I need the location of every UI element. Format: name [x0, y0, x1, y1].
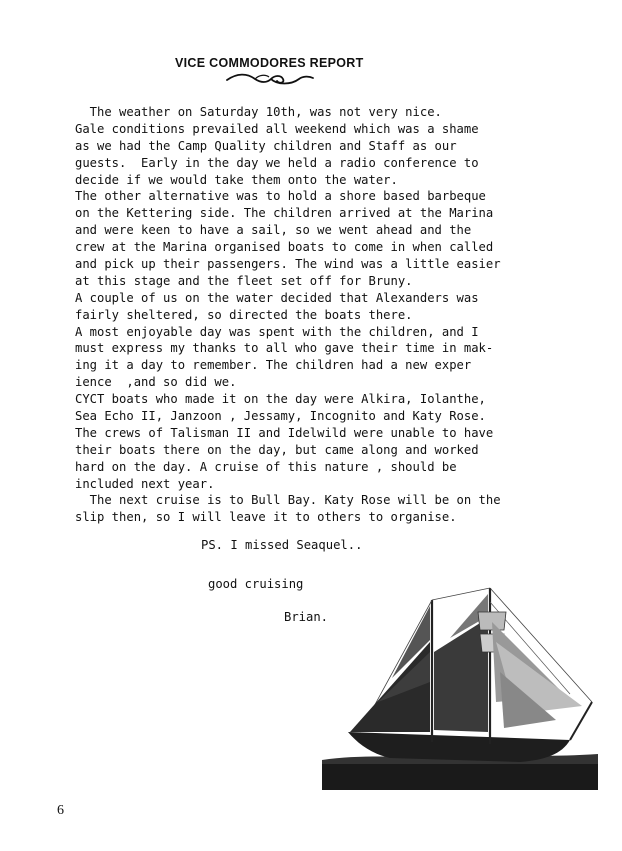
body-line: A couple of us on the water decided that Alexanders was [75, 290, 479, 305]
body-line: Gale conditions prevailed all weekend which was a shame [75, 121, 479, 136]
body-line: CYCT boats who made it on the day were Alkira, Iolanthe, [75, 392, 486, 407]
body-line: The next cruise is to Bull Bay. Katy Rose will be on the [75, 493, 501, 508]
body-line: slip then, so I will leave it to others to organise. [75, 510, 457, 525]
body-line: their boats there on the day, but came along and worked [75, 442, 479, 457]
body-line: ience ,and so did we. [75, 375, 237, 390]
signature: Brian. [284, 610, 329, 624]
postscript: PS. I missed Seaquel.. [201, 538, 363, 552]
body-line: crew at the Marina organised boats to come in when called [75, 240, 494, 255]
body-line: and pick up their passengers. The wind was a little easier [75, 257, 501, 272]
body-line: A most enjoyable day was spent with the children, and I [75, 324, 479, 339]
body-line: and were keen to have a sail, so we went ahead and the [75, 223, 472, 238]
body-line: The other alternative was to hold a shore based barbeque [75, 189, 486, 204]
body-line: on the Kettering side. The children arrived at the Marina [75, 206, 494, 221]
title-flourish-ornament [225, 71, 315, 87]
body-line: The weather on Saturday 10th, was not very nice. [75, 105, 442, 119]
signoff: good cruising [208, 577, 304, 591]
report-body [75, 104, 565, 526]
body-line: The crews of Talisman II and Idelwild were unable to have [75, 425, 494, 440]
report-title: VICE COMMODORES REPORT [175, 56, 364, 70]
body-line: at this stage and the fleet set off for Bruny. [75, 273, 413, 288]
page-number: 6 [57, 803, 64, 818]
body-line: Sea Echo II, Janzoon , Jessamy, Incognito and Katy Rose. [75, 409, 486, 424]
body-line: guests. Early in the day we held a radio conference to [75, 155, 479, 170]
body-line: included next year. [75, 476, 215, 491]
body-line: must express my thanks to all who gave their time in mak- [75, 341, 494, 356]
body-line: decide if we would take them onto the water. [75, 172, 398, 187]
body-line: hard on the day. A cruise of this nature , should be [75, 459, 457, 474]
body-line: as we had the Camp Quality children and Staff as our [75, 138, 457, 153]
schooner-illustration [320, 582, 600, 794]
body-line: fairly sheltered, so directed the boats there. [75, 307, 413, 322]
body-line: ing it a day to remember. The children had a new exper [75, 358, 472, 373]
